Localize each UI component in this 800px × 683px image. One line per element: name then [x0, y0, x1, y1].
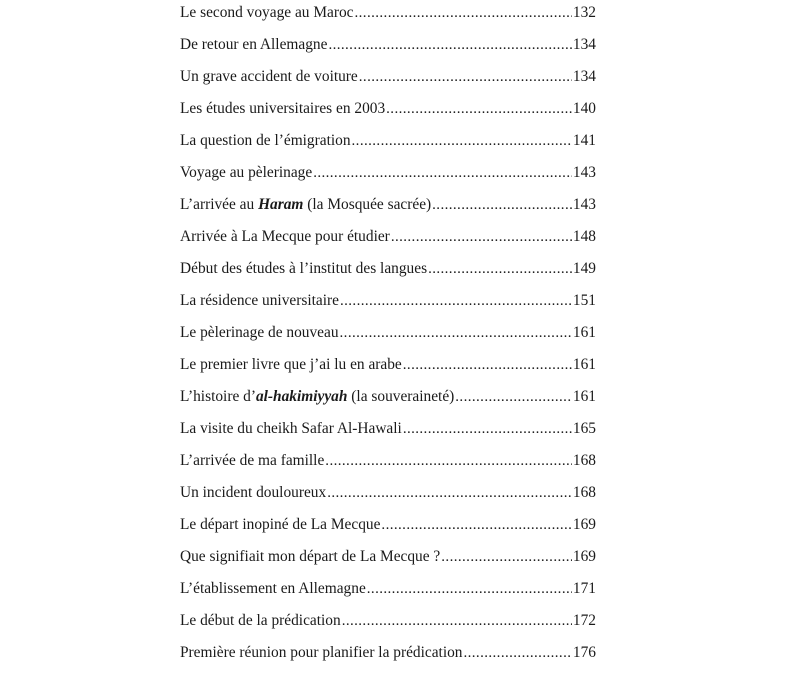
toc-entry-title: [180, 32, 327, 58]
toc-entry-title: [180, 288, 339, 314]
toc-page-number: 148: [572, 228, 596, 245]
toc-entry: [180, 32, 596, 58]
toc-title-text: L’arrivée de ma famille: [180, 452, 325, 469]
toc-page-number: 140: [572, 100, 596, 117]
toc-page-number: 176: [572, 644, 596, 661]
toc-title-text: Le second voyage au Maroc: [180, 4, 354, 21]
toc-title-text: La visite du cheikh Safar Al-Hawali: [180, 420, 402, 437]
toc-entry: [180, 480, 596, 506]
toc-page-number: 169: [572, 516, 596, 533]
toc-page-number: 151: [572, 292, 596, 309]
toc-title-text: La résidence universitaire: [180, 292, 339, 309]
toc-title-text: Le début de la prédication: [180, 612, 341, 629]
toc-entry-title: [180, 224, 390, 250]
toc-title-text: Arrivée à La Mecque pour étudier: [180, 228, 390, 245]
toc-entry-title: [180, 384, 454, 410]
dot-leader: [432, 192, 572, 218]
dot-leader: [313, 160, 572, 186]
dot-leader: [340, 288, 572, 314]
toc-page-number: 161: [572, 324, 596, 341]
toc-page-number: 143: [572, 164, 596, 181]
toc-entry-title: [180, 608, 341, 634]
toc-title-text: L’arrivée au: [180, 196, 259, 213]
dot-leader: [352, 128, 572, 154]
toc-entry-title: [180, 448, 324, 474]
toc-entry: [180, 64, 596, 90]
toc-title-emphasis: Haram: [258, 196, 304, 213]
toc-page-number: 149: [572, 260, 596, 277]
toc-title-suffix: (la Mosquée sacrée): [303, 196, 432, 213]
dot-leader: [428, 256, 572, 282]
toc-page-number: 161: [572, 388, 596, 405]
dot-leader: [359, 64, 572, 90]
toc-entry: [180, 288, 596, 314]
toc-entry-title: [180, 0, 354, 26]
toc-title-suffix: (la souveraineté): [347, 388, 455, 405]
toc-entry: [180, 160, 596, 186]
toc-title-text: De retour en Allemagne: [180, 36, 328, 53]
toc-entry: [180, 448, 596, 474]
toc-entry-title: [180, 256, 427, 282]
toc-entry: [180, 96, 596, 122]
dot-leader: [403, 416, 572, 442]
toc-title-text: L’établissement en Allemagne: [180, 580, 366, 597]
toc-entry-title: [180, 416, 402, 442]
toc-entry: [180, 256, 596, 282]
toc-page-number: 134: [572, 68, 596, 85]
dot-leader: [342, 608, 572, 634]
toc-entry-title: [180, 512, 380, 538]
toc-page-number: 143: [572, 196, 596, 213]
toc-title-text: Que signifiait mon départ de La Mecque ?: [180, 548, 441, 565]
toc-page-number: 172: [572, 612, 596, 629]
toc-entry: [180, 608, 596, 634]
toc-entry: [180, 384, 596, 410]
toc-title-text: Voyage au pèlerinage: [180, 164, 313, 181]
toc-title-emphasis: al-hakimiyyah: [255, 388, 348, 405]
toc-entry: [180, 640, 596, 666]
dot-leader: [381, 512, 571, 538]
toc-entry-title: [180, 544, 440, 570]
toc-entry: [180, 512, 596, 538]
toc-entry-title: [180, 192, 431, 218]
toc-page-number: 132: [572, 4, 596, 21]
toc-page-number: 165: [572, 420, 596, 437]
toc-entry-title: [180, 640, 462, 666]
toc-entry-title: [180, 480, 326, 506]
toc-page-number: 168: [572, 484, 596, 501]
dot-leader: [355, 0, 572, 26]
toc-page-number: 134: [572, 36, 596, 53]
dot-leader: [327, 480, 572, 506]
dot-leader: [403, 352, 572, 378]
toc-entry: [180, 224, 596, 250]
toc-entry: [180, 0, 596, 26]
toc-page-number: 168: [572, 452, 596, 469]
dot-leader: [441, 544, 572, 570]
dot-leader: [463, 640, 571, 666]
toc-entry: [180, 544, 596, 570]
toc-title-text: Un incident douloureux: [180, 484, 327, 501]
toc-page-number: 161: [572, 356, 596, 373]
dot-leader: [391, 224, 572, 250]
toc-title-text: Le pèlerinage de nouveau: [180, 324, 339, 341]
toc-entry-title: [180, 160, 312, 186]
toc-entry: [180, 352, 596, 378]
dot-leader: [367, 576, 572, 602]
toc-title-text: Début des études à l’institut des langues: [180, 260, 428, 277]
toc-entry-title: [180, 96, 385, 122]
toc-entry-title: [180, 64, 358, 90]
toc-entry: [180, 416, 596, 442]
dot-leader: [328, 32, 571, 58]
toc-entry: [180, 320, 596, 346]
toc-entry-title: [180, 352, 402, 378]
toc-title-text: Le départ inopiné de La Mecque: [180, 516, 381, 533]
toc-entry: [180, 128, 596, 154]
toc-title-text: Les études universitaires en 2003: [180, 100, 386, 117]
toc-title-text: Le premier livre que j’ai lu en arabe: [180, 356, 402, 373]
toc-entry-title: [180, 320, 339, 346]
toc-title-text: Première réunion pour planifier la prédication: [180, 644, 463, 661]
toc-title-text: Un grave accident de voiture: [180, 68, 358, 85]
toc-entry-title: [180, 576, 366, 602]
toc-entry: [180, 192, 596, 218]
dot-leader: [325, 448, 572, 474]
toc-title-text: La question de l’émigration: [180, 132, 351, 149]
toc-page-number: 169: [572, 548, 596, 565]
dot-leader: [340, 320, 572, 346]
toc-page-number: 171: [572, 580, 596, 597]
dot-leader: [386, 96, 572, 122]
toc-title-text: L’histoire d’: [180, 388, 256, 405]
toc-entry: [180, 576, 596, 602]
dot-leader: [455, 384, 572, 410]
toc-page-number: 141: [572, 132, 596, 149]
toc-entry-title: [180, 128, 351, 154]
